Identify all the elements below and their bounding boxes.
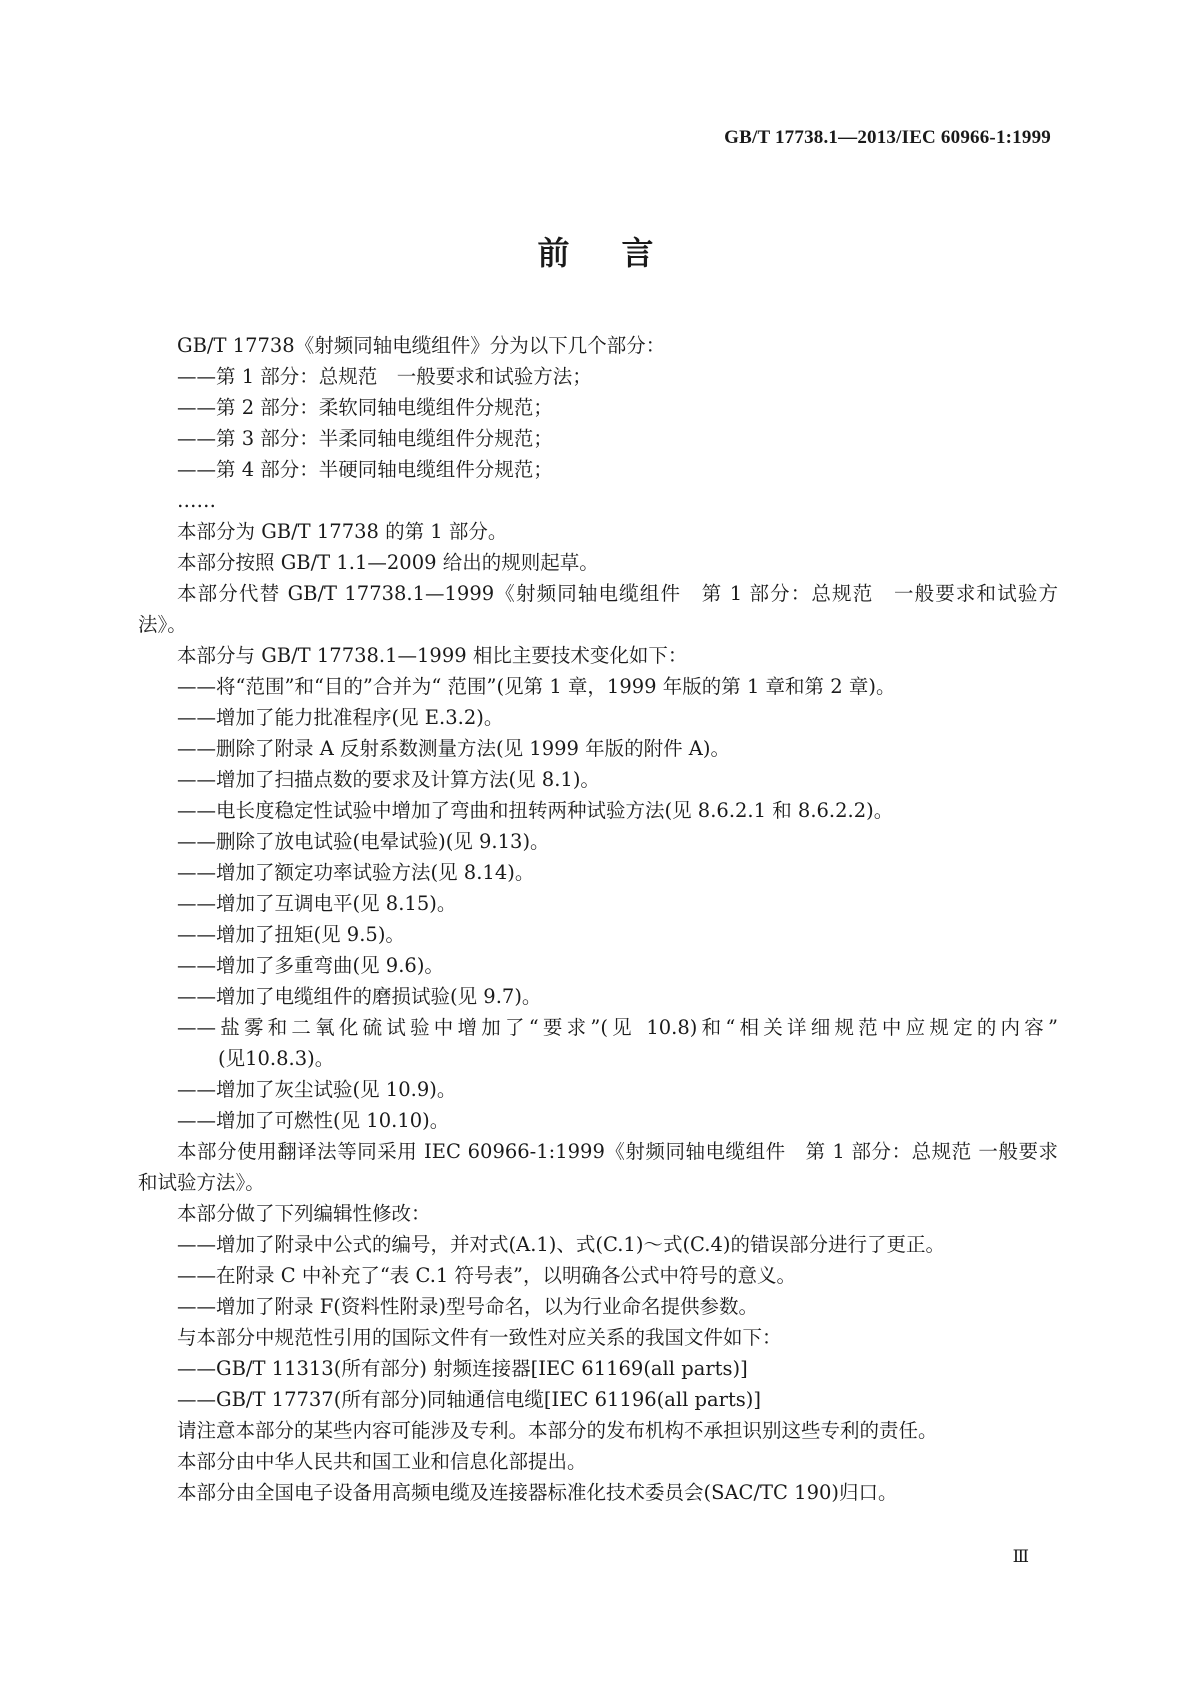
list-item: ——GB/T 17737(所有部分)同轴通信电缆[IEC 61196(all parts)] (177, 1388, 762, 1411)
list-item: ——增加了电缆组件的磨损试验(见 9.7)。 (177, 985, 542, 1008)
paragraph-continuation: 和试验方法》。 (138, 1171, 265, 1194)
list-item: ——增加了附录中公式的编号，并对式(A.1)、式(C.1)～式(C.4)的错误部分进行了更正。 (177, 1233, 945, 1256)
page-number: Ⅲ (1012, 1547, 1029, 1566)
paragraph-line: 本部分按照 GB/T 1.1—2009 给出的规则起草。 (177, 551, 599, 574)
list-item: ——增加了额定功率试验方法(见 8.14)。 (177, 861, 535, 884)
paragraph-line: GB/T 17738《射频同轴电缆组件》分为以下几个部分： (177, 334, 666, 357)
list-item: ——增加了扫描点数的要求及计算方法(见 8.1)。 (177, 768, 600, 791)
paragraph-continuation: 法》。 (138, 613, 187, 636)
list-item: ——删除了放电试验(电晕试验)(见 9.13)。 (177, 830, 550, 853)
paragraph-line: 本部分由全国电子设备用高频电缆及连接器标准化技术委员会(SAC/TC 190)归口。 (177, 1481, 898, 1504)
list-item: ——增加了多重弯曲(见 9.6)。 (177, 954, 444, 977)
list-item: ——第 3 部分：半柔同轴电缆组件分规范； (177, 427, 553, 450)
paragraph-line: 本部分做了下列编辑性修改： (177, 1202, 431, 1225)
list-item-continuation: (见10.8.3)。 (218, 1047, 335, 1070)
paragraph-line: 本部分代替 GB/T 17738.1—1999《射频同轴电缆组件 第 1 部分：总规范 一般要求和试验方 (177, 582, 1058, 605)
list-item: ——增加了可燃性(见 10.10)。 (177, 1109, 450, 1132)
list-item: ——删除了附录 A 反射系数测量方法(见 1999 年版的附件 A)。 (177, 737, 730, 760)
paragraph-line: 本部分为 GB/T 17738 的第 1 部分。 (177, 520, 508, 543)
list-item: ——第 4 部分：半硬同轴电缆组件分规范； (177, 458, 553, 481)
list-item: ——第 1 部分：总规范 一般要求和试验方法； (177, 365, 592, 388)
list-item: ——第 2 部分：柔软同轴电缆组件分规范； (177, 396, 553, 419)
paragraph-line: 与本部分中规范性引用的国际文件有一致性对应关系的我国文件如下： (177, 1326, 782, 1349)
list-item: ——GB/T 11313(所有部分) 射频连接器[IEC 61169(all parts)] (177, 1357, 748, 1380)
ellipsis: …… (177, 489, 216, 512)
list-item: ——盐雾和二氧化硫试验中增加了“要求”(见 10.8)和“相关详细规范中应规定的内容” (177, 1016, 1058, 1039)
standard-number-header: GB/T 17738.1—2013/IEC 60966-1:1999 (724, 127, 1051, 148)
list-item: ——在附录 C 中补充了“表 C.1 符号表”，以明确各公式中符号的意义。 (177, 1264, 796, 1287)
list-item: ——增加了附录 F(资料性附录)型号命名，以为行业命名提供参数。 (177, 1295, 758, 1318)
page-title: 前言 (537, 234, 706, 272)
list-item: ——电长度稳定性试验中增加了弯曲和扭转两种试验方法(见 8.6.2.1 和 8.6.2.2)。 (177, 799, 894, 822)
list-item: ——将“范围”和“目的”合并为“ 范围”(见第 1 章，1999 年版的第 1 章和第 2 章)。 (177, 675, 896, 698)
list-item: ——增加了互调电平(见 8.15)。 (177, 892, 457, 915)
list-item: ——增加了灰尘试验(见 10.9)。 (177, 1078, 457, 1101)
list-item: ——增加了扭矩(见 9.5)。 (177, 923, 405, 946)
preface-body (138, 330, 1058, 1508)
paragraph-line: 本部分使用翻译法等同采用 IEC 60966-1:1999《射频同轴电缆组件 第 1 部分：总规范 一般要求 (177, 1140, 1058, 1163)
paragraph-line: 本部分由中华人民共和国工业和信息化部提出。 (177, 1450, 587, 1473)
paragraph-line: 请注意本部分的某些内容可能涉及专利。本部分的发布机构不承担识别这些专利的责任。 (177, 1419, 938, 1442)
list-item: ——增加了能力批准程序(见 E.3.2)。 (177, 706, 504, 729)
paragraph-line: 本部分与 GB/T 17738.1—1999 相比主要技术变化如下： (177, 644, 688, 667)
